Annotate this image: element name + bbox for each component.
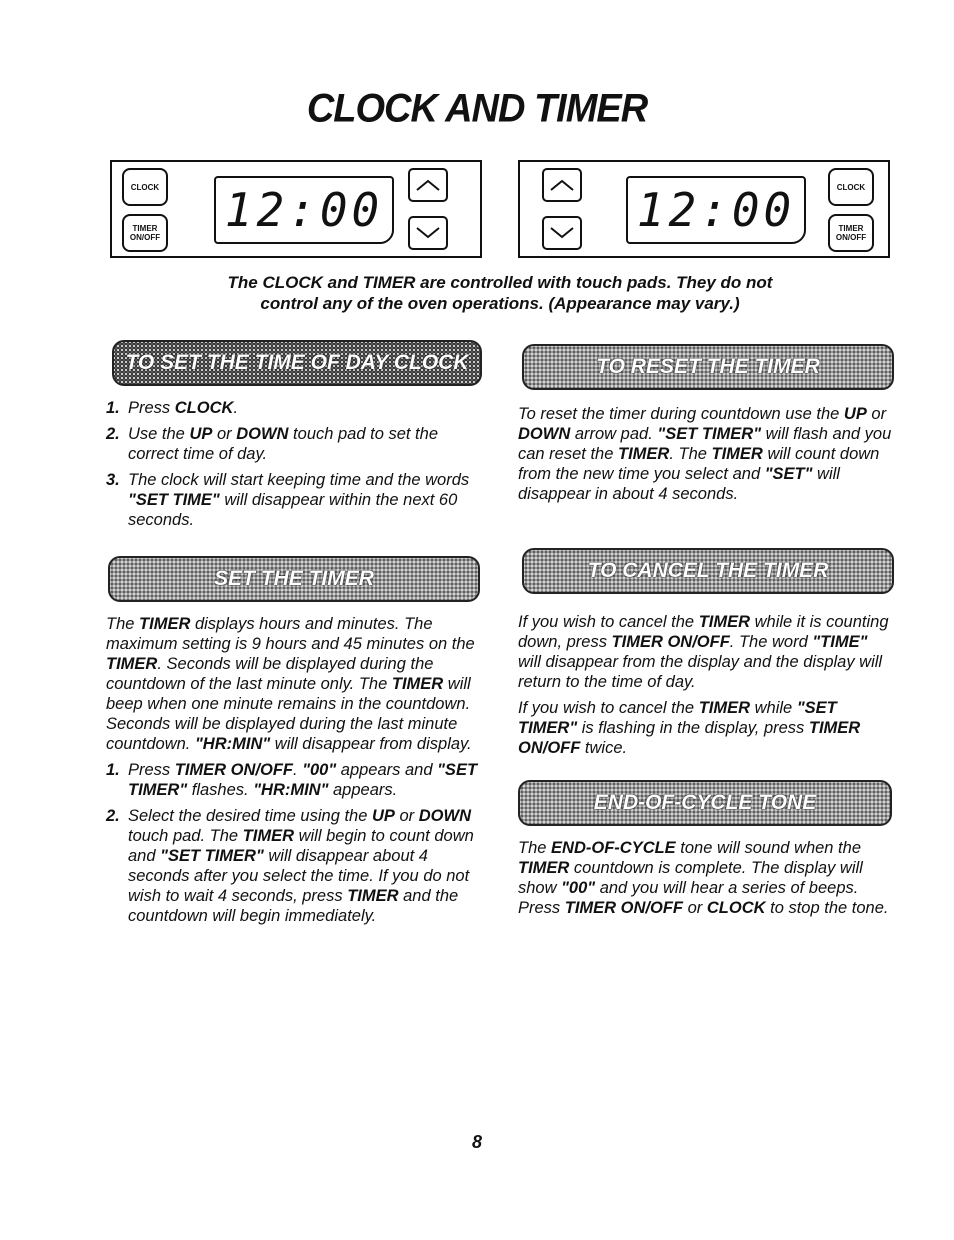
up-arrow-icon (549, 178, 575, 192)
time-display: 12:00 (214, 176, 394, 244)
down-arrow-icon (415, 226, 441, 240)
down-arrow-icon (549, 226, 575, 240)
control-panel-right (518, 160, 890, 258)
reset-timer-text: To reset the timer during countdown use the UP or DOWN arrow pad. "SET TIMER" will flash and you can reset the TIMER. The TIMER will count down from the new time you select and "SET" will disappear in about 4 seconds. (518, 405, 892, 503)
set-clock-steps (106, 398, 484, 536)
end-of-cycle-text: The END-OF-CYCLE tone will sound when the TIMER countdown is complete. The display will show "00" and you will hear a series of beeps. Press TIMER ON/OFF or CLOCK to stop the tone. (518, 839, 889, 917)
section-heading-set-clock: TO SET THE TIME OF DAY CLOCK (112, 340, 482, 386)
list-item: 2. Use the UP or DOWN touch pad to set the correct time of day. (106, 425, 438, 463)
list-item: 1. Press TIMER ON/OFF. "00" appears and "SET TIMER" flashes. "HR:MIN" appears. (106, 761, 478, 799)
timer-onoff-pad: TIMER ON/OFF (828, 214, 874, 252)
set-timer-text (106, 614, 484, 932)
up-arrow-icon (415, 178, 441, 192)
down-arrow-pad (542, 216, 582, 250)
list-item: 1. Press CLOCK. (106, 399, 239, 417)
control-panel-left (110, 160, 482, 258)
section-heading-cancel-timer: TO CANCEL THE TIMER (522, 548, 894, 594)
clock-pad: CLOCK (122, 168, 168, 206)
section-heading-set-timer: SET THE TIMER (108, 556, 480, 602)
page-number: 8 (471, 1132, 482, 1152)
time-display: 12:00 (626, 176, 806, 244)
up-arrow-pad (542, 168, 582, 202)
list-item: 2. Select the desired time using the UP or DOWN touch pad. The TIMER will begin to count down and "SET TIMER" will disappear about 4 seconds after you select the time. If you do not wish to wait 4 seconds, press TIMER and the countdown will begin immediately. (106, 807, 474, 925)
timer-onoff-pad: TIMER ON/OFF (122, 214, 168, 252)
illustration-caption: The CLOCK and TIMER are controlled with touch pads. They do not control any of the oven operations. (Appearance may vary.) (227, 273, 773, 313)
section-heading-reset-timer: TO RESET THE TIMER (522, 344, 894, 390)
list-item: 3. The clock will start keeping time and the words "SET TIME" will disappear within the next 60 seconds. (106, 471, 470, 529)
cancel-timer-text: If you wish to cancel the TIMER while it is counting down, press TIMER ON/OFF. The word "TIME" will disappear from the display and the display will return to the time of day. If you wish to cancel the TIMER while "SET TIMER" is flashing in the display, press TIMER ON/OFF twice. (518, 613, 889, 757)
page-title: CLOCK AND TIMER (306, 86, 648, 132)
clock-pad: CLOCK (828, 168, 874, 206)
up-arrow-pad (408, 168, 448, 202)
down-arrow-pad (408, 216, 448, 250)
section-heading-end-of-cycle: END-OF-CYCLE TONE (518, 780, 892, 826)
set-timer-intro: The TIMER displays hours and minutes. The maximum setting is 9 hours and 45 minutes on the TIMER. Seconds will be displayed during the countdown of the last minute only. The TIMER will beep when one minute remains in the countdown. Seconds will be displayed during the last minute countdown. "HR:MIN" will disappear from display. (106, 615, 475, 753)
